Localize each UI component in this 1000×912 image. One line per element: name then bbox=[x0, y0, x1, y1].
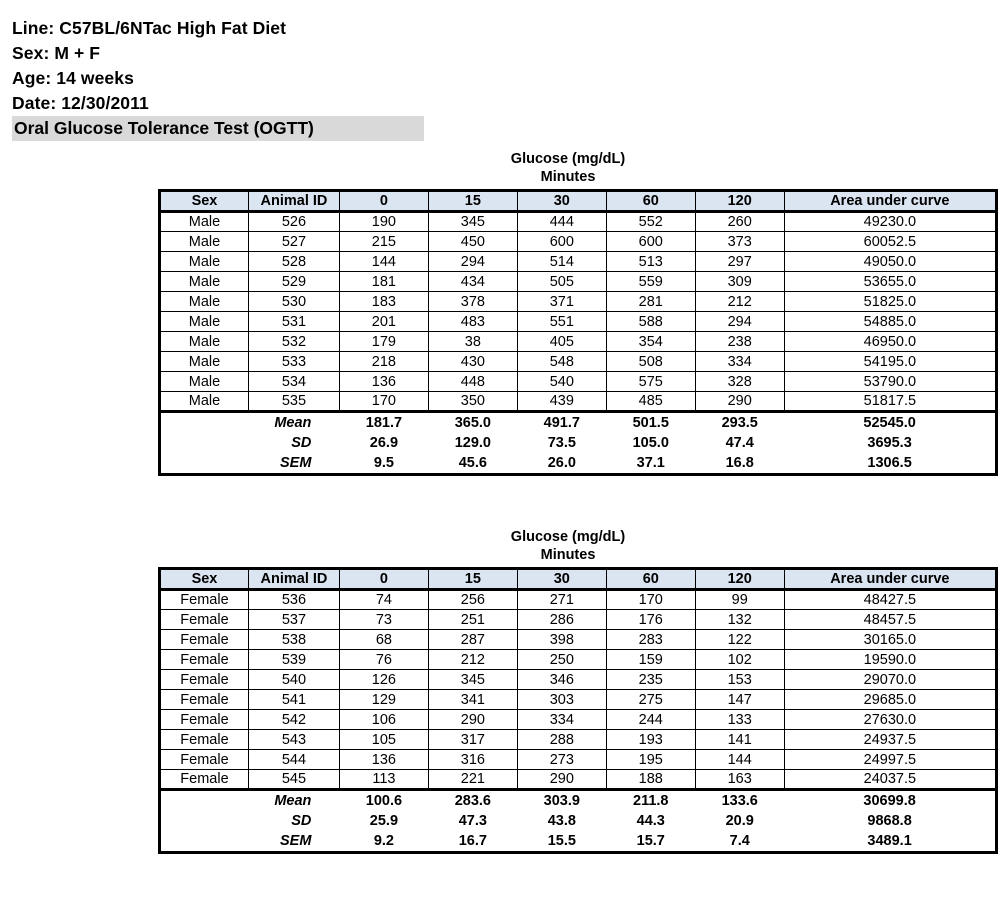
cell-auc: 53655.0 bbox=[784, 272, 996, 292]
summary-t0: 9.5 bbox=[373, 455, 394, 472]
cell-auc: 54885.0 bbox=[784, 312, 996, 332]
cell-t60: 552 bbox=[606, 212, 695, 232]
cell-t15: 316 bbox=[428, 750, 517, 770]
cell-t15: 430 bbox=[428, 352, 517, 372]
cell-t15: 251 bbox=[428, 610, 517, 630]
col-header-t120: 120 bbox=[695, 569, 784, 590]
summary-t120: 293.5 bbox=[695, 412, 784, 433]
cell-t60: 508 bbox=[606, 352, 695, 372]
caption-units: Minutes bbox=[540, 169, 596, 185]
summary-t0: 181.7 bbox=[339, 412, 428, 433]
cell-animal-id: 531 bbox=[248, 312, 339, 332]
cell-t60: 193 bbox=[606, 730, 695, 750]
summary-auc: 1306.5 bbox=[867, 455, 912, 472]
summary-auc: 30699.8 bbox=[784, 790, 996, 811]
cell-t15: 378 bbox=[428, 292, 517, 312]
col-header-t15: 15 bbox=[428, 191, 517, 212]
summary-auc: 3489.1 bbox=[867, 833, 912, 850]
table-row bbox=[160, 610, 997, 630]
cell-auc: 53790.0 bbox=[784, 372, 996, 392]
cell-t120: 238 bbox=[695, 332, 784, 352]
summary-t15: 45.6 bbox=[458, 455, 487, 472]
cell-sex: Female bbox=[160, 670, 249, 690]
date-info: Date: 12/30/2011 bbox=[12, 93, 149, 113]
cell-sex: Male bbox=[160, 232, 249, 252]
cell-t60: 235 bbox=[606, 670, 695, 690]
cell-animal-id: 529 bbox=[248, 272, 339, 292]
summary-row-mean bbox=[160, 412, 997, 433]
cell-t15: 221 bbox=[428, 770, 517, 790]
table-row bbox=[160, 690, 997, 710]
cell-sex: Female bbox=[160, 690, 249, 710]
cell-animal-id: 534 bbox=[248, 372, 339, 392]
summary-t0: 26.9 bbox=[369, 435, 399, 451]
cell-t60: 354 bbox=[606, 332, 695, 352]
summary-t60: 211.8 bbox=[606, 790, 695, 811]
cell-t15: 448 bbox=[428, 372, 517, 392]
summary-t30: 26.0 bbox=[547, 455, 576, 472]
col-header-t120: 120 bbox=[695, 191, 784, 212]
summary-auc: 3695.3 bbox=[867, 435, 912, 451]
cell-t0: 218 bbox=[339, 352, 428, 372]
female-table-group bbox=[158, 528, 998, 854]
cell-animal-id: 526 bbox=[248, 212, 339, 232]
cell-t30: 346 bbox=[517, 670, 606, 690]
cell-sex: Female bbox=[160, 650, 249, 670]
cell-t15: 450 bbox=[428, 232, 517, 252]
cell-t0: 126 bbox=[339, 670, 428, 690]
cell-t120: 144 bbox=[695, 750, 784, 770]
cell-animal-id: 539 bbox=[248, 650, 339, 670]
caption-units: Minutes bbox=[540, 547, 596, 563]
header-row bbox=[160, 569, 997, 590]
cell-t60: 283 bbox=[606, 630, 695, 650]
table-row bbox=[160, 730, 997, 750]
cell-t15: 483 bbox=[428, 312, 517, 332]
summary-t30: 43.8 bbox=[547, 813, 576, 829]
cell-t30: 290 bbox=[517, 770, 606, 790]
summary-row-sd bbox=[160, 811, 997, 832]
cell-t0: 129 bbox=[339, 690, 428, 710]
summary-t60: 501.5 bbox=[606, 412, 695, 433]
summary-t120: 16.8 bbox=[725, 455, 754, 472]
cell-t60: 588 bbox=[606, 312, 695, 332]
cell-t120: 309 bbox=[695, 272, 784, 292]
cell-animal-id: 532 bbox=[248, 332, 339, 352]
cell-t30: 405 bbox=[517, 332, 606, 352]
cell-auc: 30165.0 bbox=[784, 630, 996, 650]
col-header-auc: Area under curve bbox=[784, 191, 996, 212]
cell-t15: 317 bbox=[428, 730, 517, 750]
cell-t0: 105 bbox=[339, 730, 428, 750]
male-data-rows bbox=[160, 212, 997, 412]
table-row bbox=[160, 750, 997, 770]
cell-sex: Male bbox=[160, 272, 249, 292]
table-row bbox=[160, 630, 997, 650]
cell-auc: 27630.0 bbox=[784, 710, 996, 730]
cell-animal-id: 543 bbox=[248, 730, 339, 750]
summary-t15: 47.3 bbox=[458, 813, 487, 829]
cell-t60: 575 bbox=[606, 372, 695, 392]
table-head bbox=[160, 569, 997, 590]
table-caption bbox=[158, 150, 978, 186]
cell-t60: 559 bbox=[606, 272, 695, 292]
cell-t0: 74 bbox=[339, 590, 428, 610]
cell-animal-id: 538 bbox=[248, 630, 339, 650]
cell-t0: 170 bbox=[339, 392, 428, 412]
cell-t30: 271 bbox=[517, 590, 606, 610]
summary-label: SD bbox=[291, 435, 312, 451]
cell-t30: 551 bbox=[517, 312, 606, 332]
cell-auc: 19590.0 bbox=[784, 650, 996, 670]
line-info: Line: C57BL/6NTac High Fat Diet bbox=[12, 18, 287, 38]
summary-t120: 7.4 bbox=[729, 833, 750, 850]
report-header bbox=[12, 16, 612, 141]
cell-animal-id: 536 bbox=[248, 590, 339, 610]
summary-t15: 129.0 bbox=[454, 435, 491, 451]
table-row bbox=[160, 212, 997, 232]
cell-t30: 398 bbox=[517, 630, 606, 650]
col-header-sex: Sex bbox=[160, 191, 249, 212]
summary-t30: 303.9 bbox=[517, 790, 606, 811]
table-row bbox=[160, 232, 997, 252]
female-data-rows bbox=[160, 590, 997, 790]
cell-auc: 48427.5 bbox=[784, 590, 996, 610]
cell-t120: 328 bbox=[695, 372, 784, 392]
cell-auc: 24937.5 bbox=[784, 730, 996, 750]
table-row bbox=[160, 312, 997, 332]
cell-auc: 24037.5 bbox=[784, 770, 996, 790]
cell-auc: 51817.5 bbox=[784, 392, 996, 412]
cell-auc: 24997.5 bbox=[784, 750, 996, 770]
cell-t30: 444 bbox=[517, 212, 606, 232]
summary-label: SEM bbox=[280, 455, 312, 472]
table-row bbox=[160, 352, 997, 372]
cell-animal-id: 541 bbox=[248, 690, 339, 710]
male-summary-rows bbox=[160, 412, 997, 475]
col-header-animal-id: Animal ID bbox=[248, 569, 339, 590]
table-row bbox=[160, 372, 997, 392]
col-header-t0: 0 bbox=[339, 191, 428, 212]
cell-sex: Male bbox=[160, 352, 249, 372]
cell-t0: 144 bbox=[339, 252, 428, 272]
summary-auc: 52545.0 bbox=[784, 412, 996, 433]
cell-sex: Female bbox=[160, 770, 249, 790]
cell-auc: 54195.0 bbox=[784, 352, 996, 372]
cell-t120: 153 bbox=[695, 670, 784, 690]
col-header-sex: Sex bbox=[160, 569, 249, 590]
cell-t15: 38 bbox=[428, 332, 517, 352]
cell-animal-id: 544 bbox=[248, 750, 339, 770]
cell-t15: 294 bbox=[428, 252, 517, 272]
summary-t120: 47.4 bbox=[725, 435, 754, 451]
summary-t15: 365.0 bbox=[428, 412, 517, 433]
cell-t0: 201 bbox=[339, 312, 428, 332]
cell-t30: 540 bbox=[517, 372, 606, 392]
cell-t120: 102 bbox=[695, 650, 784, 670]
cell-t0: 136 bbox=[339, 372, 428, 392]
cell-t0: 76 bbox=[339, 650, 428, 670]
summary-t120: 133.6 bbox=[695, 790, 784, 811]
cell-t120: 260 bbox=[695, 212, 784, 232]
col-header-t0: 0 bbox=[339, 569, 428, 590]
summary-auc: 9868.8 bbox=[867, 813, 912, 829]
female-summary-rows bbox=[160, 790, 997, 853]
cell-auc: 60052.5 bbox=[784, 232, 996, 252]
cell-t120: 163 bbox=[695, 770, 784, 790]
summary-row-sem bbox=[160, 454, 997, 475]
cell-animal-id: 535 bbox=[248, 392, 339, 412]
cell-t60: 195 bbox=[606, 750, 695, 770]
cell-animal-id: 545 bbox=[248, 770, 339, 790]
table-row bbox=[160, 292, 997, 312]
table-row bbox=[160, 252, 997, 272]
cell-t30: 334 bbox=[517, 710, 606, 730]
cell-t60: 485 bbox=[606, 392, 695, 412]
table-row bbox=[160, 332, 997, 352]
cell-t120: 294 bbox=[695, 312, 784, 332]
cell-auc: 29685.0 bbox=[784, 690, 996, 710]
cell-animal-id: 537 bbox=[248, 610, 339, 630]
cell-t30: 286 bbox=[517, 610, 606, 630]
summary-t0: 9.2 bbox=[373, 833, 394, 850]
cell-t60: 275 bbox=[606, 690, 695, 710]
summary-row-sd bbox=[160, 433, 997, 454]
cell-auc: 51825.0 bbox=[784, 292, 996, 312]
cell-animal-id: 530 bbox=[248, 292, 339, 312]
cell-t0: 215 bbox=[339, 232, 428, 252]
cell-sex: Male bbox=[160, 212, 249, 232]
cell-sex: Female bbox=[160, 750, 249, 770]
col-header-t30: 30 bbox=[517, 569, 606, 590]
cell-t30: 288 bbox=[517, 730, 606, 750]
cell-t60: 188 bbox=[606, 770, 695, 790]
cell-sex: Male bbox=[160, 252, 249, 272]
cell-t15: 256 bbox=[428, 590, 517, 610]
table-head bbox=[160, 191, 997, 212]
cell-sex: Male bbox=[160, 292, 249, 312]
cell-t0: 183 bbox=[339, 292, 428, 312]
cell-t60: 600 bbox=[606, 232, 695, 252]
cell-t60: 170 bbox=[606, 590, 695, 610]
col-header-animal-id: Animal ID bbox=[248, 191, 339, 212]
summary-t30: 15.5 bbox=[547, 833, 576, 850]
cell-t0: 136 bbox=[339, 750, 428, 770]
cell-t120: 147 bbox=[695, 690, 784, 710]
summary-t60: 15.7 bbox=[636, 833, 665, 850]
col-header-t60: 60 bbox=[606, 569, 695, 590]
cell-auc: 29070.0 bbox=[784, 670, 996, 690]
cell-t60: 513 bbox=[606, 252, 695, 272]
table-row bbox=[160, 650, 997, 670]
cell-sex: Male bbox=[160, 372, 249, 392]
cell-t15: 434 bbox=[428, 272, 517, 292]
summary-row-mean bbox=[160, 790, 997, 811]
male-ogtt-table bbox=[158, 189, 998, 476]
cell-sex: Female bbox=[160, 630, 249, 650]
cell-sex: Male bbox=[160, 332, 249, 352]
cell-t30: 273 bbox=[517, 750, 606, 770]
summary-t60: 37.1 bbox=[636, 455, 665, 472]
cell-sex: Female bbox=[160, 590, 249, 610]
male-table-group bbox=[158, 150, 998, 476]
summary-t15: 16.7 bbox=[458, 833, 487, 850]
table-row bbox=[160, 670, 997, 690]
cell-t60: 281 bbox=[606, 292, 695, 312]
cell-animal-id: 533 bbox=[248, 352, 339, 372]
cell-t30: 514 bbox=[517, 252, 606, 272]
table-row bbox=[160, 770, 997, 790]
summary-label: SEM bbox=[280, 833, 312, 850]
cell-t120: 132 bbox=[695, 610, 784, 630]
cell-t0: 106 bbox=[339, 710, 428, 730]
sex-info: Sex: M + F bbox=[12, 43, 101, 63]
cell-t30: 600 bbox=[517, 232, 606, 252]
cell-t120: 141 bbox=[695, 730, 784, 750]
cell-t120: 133 bbox=[695, 710, 784, 730]
cell-t30: 505 bbox=[517, 272, 606, 292]
caption-measure: Glucose (mg/dL) bbox=[510, 529, 626, 545]
cell-sex: Female bbox=[160, 610, 249, 630]
caption-measure: Glucose (mg/dL) bbox=[510, 151, 626, 167]
cell-t30: 371 bbox=[517, 292, 606, 312]
cell-t120: 373 bbox=[695, 232, 784, 252]
cell-t120: 290 bbox=[695, 392, 784, 412]
cell-animal-id: 540 bbox=[248, 670, 339, 690]
cell-t0: 179 bbox=[339, 332, 428, 352]
summary-t0: 100.6 bbox=[339, 790, 428, 811]
table-row bbox=[160, 590, 997, 610]
summary-t30: 491.7 bbox=[517, 412, 606, 433]
cell-t0: 181 bbox=[339, 272, 428, 292]
cell-t30: 548 bbox=[517, 352, 606, 372]
cell-auc: 49050.0 bbox=[784, 252, 996, 272]
cell-t0: 68 bbox=[339, 630, 428, 650]
cell-t0: 113 bbox=[339, 770, 428, 790]
cell-t120: 334 bbox=[695, 352, 784, 372]
col-header-t15: 15 bbox=[428, 569, 517, 590]
cell-t0: 190 bbox=[339, 212, 428, 232]
cell-animal-id: 527 bbox=[248, 232, 339, 252]
cell-auc: 48457.5 bbox=[784, 610, 996, 630]
cell-t30: 303 bbox=[517, 690, 606, 710]
summary-t60: 44.3 bbox=[636, 813, 665, 829]
cell-animal-id: 528 bbox=[248, 252, 339, 272]
summary-label: SD bbox=[291, 813, 312, 829]
summary-t15: 283.6 bbox=[428, 790, 517, 811]
female-ogtt-table bbox=[158, 567, 998, 854]
summary-t60: 105.0 bbox=[632, 435, 669, 451]
cell-t15: 341 bbox=[428, 690, 517, 710]
header-row bbox=[160, 191, 997, 212]
cell-t15: 212 bbox=[428, 650, 517, 670]
summary-label: Mean bbox=[160, 790, 340, 811]
col-header-t30: 30 bbox=[517, 191, 606, 212]
summary-t120: 20.9 bbox=[725, 813, 754, 829]
table-row bbox=[160, 272, 997, 292]
cell-t15: 290 bbox=[428, 710, 517, 730]
cell-t15: 345 bbox=[428, 670, 517, 690]
cell-t0: 73 bbox=[339, 610, 428, 630]
cell-t120: 297 bbox=[695, 252, 784, 272]
cell-animal-id: 542 bbox=[248, 710, 339, 730]
cell-sex: Male bbox=[160, 312, 249, 332]
cell-t15: 350 bbox=[428, 392, 517, 412]
cell-sex: Female bbox=[160, 710, 249, 730]
cell-auc: 46950.0 bbox=[784, 332, 996, 352]
cell-t15: 287 bbox=[428, 630, 517, 650]
cell-t30: 250 bbox=[517, 650, 606, 670]
cell-t15: 345 bbox=[428, 212, 517, 232]
age-info: Age: 14 weeks bbox=[12, 68, 134, 88]
table-row bbox=[160, 710, 997, 730]
cell-t60: 244 bbox=[606, 710, 695, 730]
summary-t30: 73.5 bbox=[547, 435, 576, 451]
cell-t30: 439 bbox=[517, 392, 606, 412]
cell-t60: 159 bbox=[606, 650, 695, 670]
summary-row-sem bbox=[160, 832, 997, 853]
cell-t120: 122 bbox=[695, 630, 784, 650]
summary-label: Mean bbox=[160, 412, 340, 433]
cell-sex: Female bbox=[160, 730, 249, 750]
table-row bbox=[160, 392, 997, 412]
cell-sex: Male bbox=[160, 392, 249, 412]
cell-t60: 176 bbox=[606, 610, 695, 630]
col-header-t60: 60 bbox=[606, 191, 695, 212]
cell-t120: 99 bbox=[695, 590, 784, 610]
summary-t0: 25.9 bbox=[369, 813, 399, 829]
cell-auc: 49230.0 bbox=[784, 212, 996, 232]
table-caption bbox=[158, 528, 978, 564]
col-header-auc: Area under curve bbox=[784, 569, 996, 590]
cell-t120: 212 bbox=[695, 292, 784, 312]
assay-title: Oral Glucose Tolerance Test (OGTT) bbox=[12, 116, 424, 141]
